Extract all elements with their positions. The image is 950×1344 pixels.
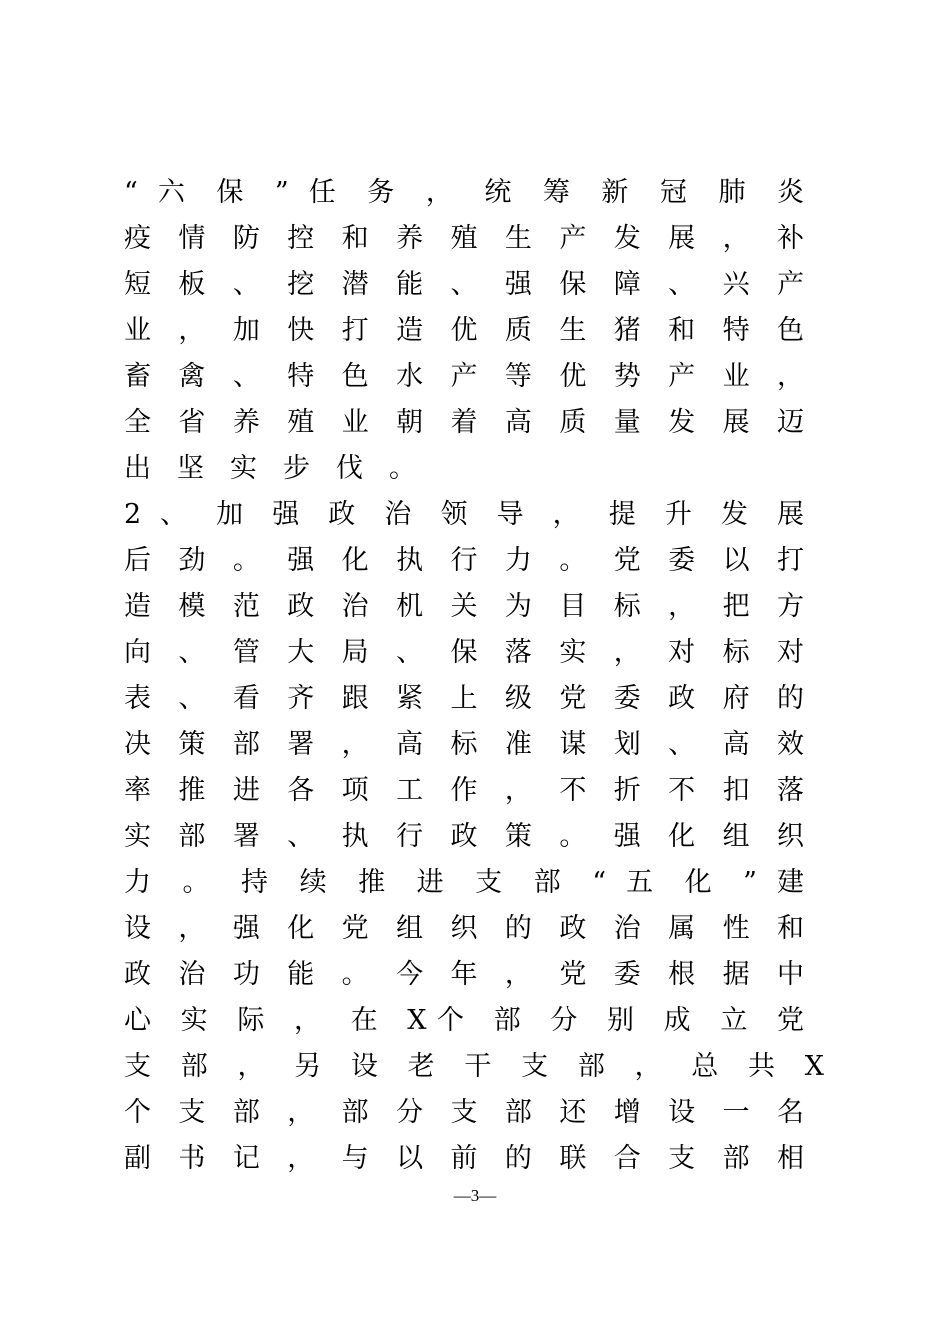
text-line: 支 部 ， 另 设 老 干 支 部 ， 总 共 X [124, 1051, 824, 1082]
text-line: 疫 情 防 控 和 养 殖 生 产 发 展 ， 补 [124, 223, 804, 254]
text-line: 个 支 部 ， 部 分 支 部 还 增 设 一 名 [124, 1097, 804, 1128]
text-line: 出坚实步伐。 [124, 453, 442, 484]
text-line: 全 省 养 殖 业 朝 着 高 质 量 发 展 迈 [124, 407, 804, 438]
text-line: 实 部 署 、 执 行 政 策 。 强 化 组 织 [124, 821, 804, 852]
body-text [124, 170, 824, 1182]
text-line: 心 实 际 ， 在 X个 部 分 别 成 立 党 [124, 1005, 804, 1036]
text-line: 政 治 功 能 。 今 年 ， 党 委 根 据 中 [124, 959, 804, 990]
text-line: 业 ， 加 快 打 造 优 质 生 猪 和 特 色 [124, 315, 804, 346]
text-line: 力 。 持 续 推 进 支 部 “ 五 化 ” 建 [124, 867, 804, 898]
text-line: 短 板 、 挖 潜 能 、 强 保 障 、 兴 产 [124, 269, 804, 300]
text-line: 后 劲 。 强 化 执 行 力 。 党 委 以 打 [124, 545, 804, 576]
text-line: 率 推 进 各 项 工 作 ， 不 折 不 扣 落 [124, 775, 804, 806]
text-line: 决 策 部 署 ， 高 标 准 谋 划 、 高 效 [124, 729, 804, 760]
text-line: “ 六 保 ” 任 务 ， 统 筹 新 冠 肺 炎 [124, 177, 804, 208]
text-line: 造 模 范 政 治 机 关 为 目 标 ， 把 方 [124, 591, 804, 622]
text-line: 向 、 管 大 局 、 保 落 实 ， 对 标 对 [124, 637, 804, 668]
text-line: 2 、 加 强 政 治 领 导 ， 提 升 发 展 [124, 499, 804, 530]
text-line: 副 书 记 ， 与 以 前 的 联 合 支 部 相 [124, 1143, 804, 1174]
text-line: 畜 禽 、 特 色 水 产 等 优 势 产 业 ， [124, 361, 804, 392]
text-line: 设 ， 强 化 党 组 织 的 政 治 属 性 和 [124, 913, 804, 944]
page-number: —3— [453, 1186, 497, 1205]
text-line: 表 、 看 齐 跟 紧 上 级 党 委 政 府 的 [124, 683, 804, 714]
